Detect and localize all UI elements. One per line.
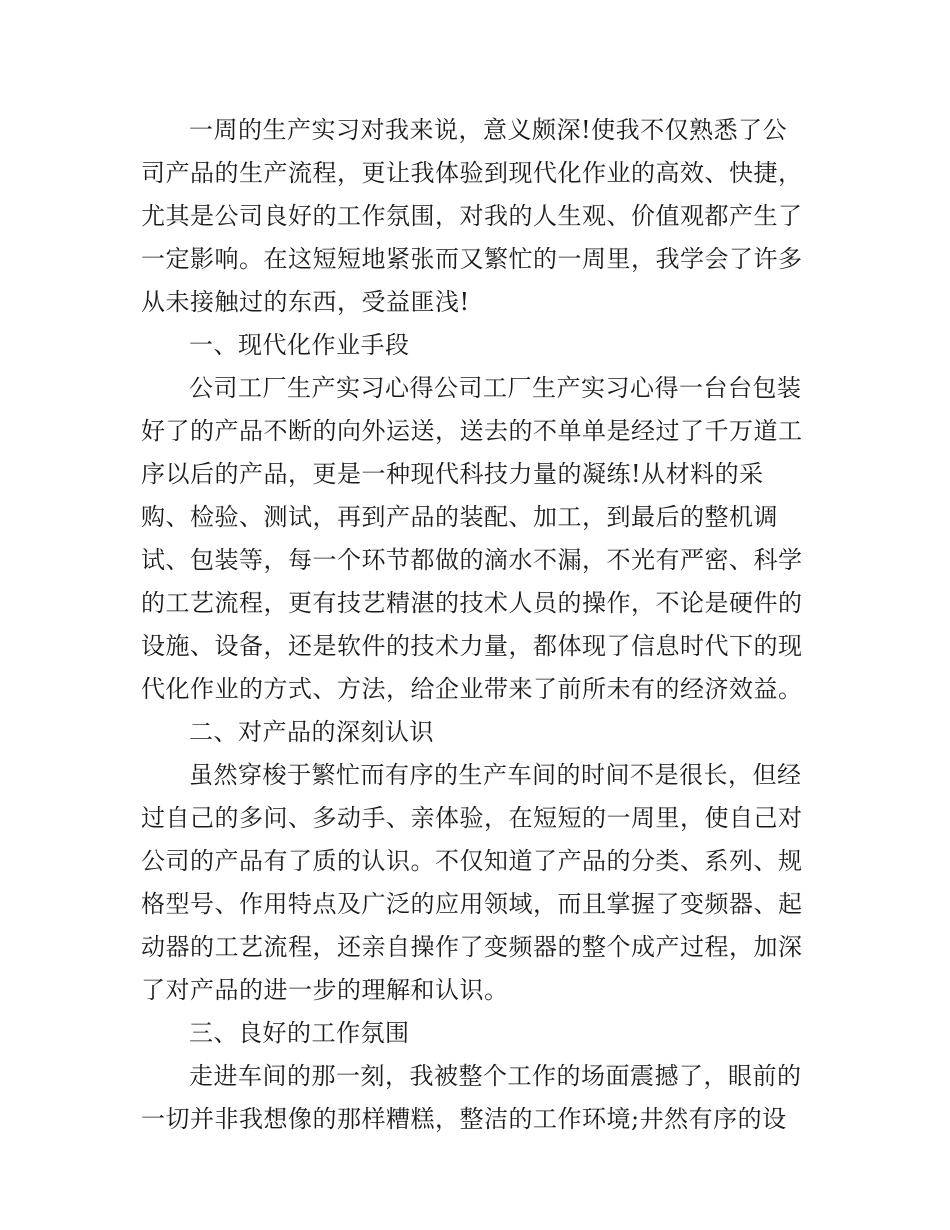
text-line: 虽然穿梭于繁忙而有序的生产车间的时间不是很长，但经 [189, 761, 802, 789]
paragraph-section-2 [141, 754, 813, 1012]
document-body [141, 109, 813, 1141]
section-heading-1: 一、现代化作业手段 [189, 331, 410, 359]
text-line: 一定影响。在这短短地紧张而又繁忙的一周里，我学会了许多 [141, 245, 803, 273]
text-line: 司产品的生产流程，更让我体验到现代化作业的高效、快捷， [141, 159, 803, 187]
text-line: 过自己的多问、多动手、亲体验，在短短的一周里，使自己对 [141, 804, 803, 832]
section-heading-3: 三、良好的工作氛围 [189, 1019, 410, 1047]
text-line: 设施、设备，还是软件的技术力量，都体现了信息时代下的现 [141, 632, 803, 660]
text-line: 的工艺流程，更有技艺精湛的技术人员的操作，不论是硬件的 [141, 589, 803, 617]
paragraph-section-3 [141, 1055, 813, 1141]
text-line: 格型号、作用特点及广泛的应用领域，而且掌握了变频器、起 [141, 890, 803, 918]
text-line: 一周的生产实习对我来说，意义颇深!使我不仅熟悉了公 [189, 116, 788, 144]
text-line: 动器的工艺流程，还亲自操作了变频器的整个成产过程，加深 [141, 933, 803, 961]
text-line: 试、包装等，每一个环节都做的滴水不漏，不光有严密、科学 [141, 546, 803, 574]
text-line: 一切并非我想像的那样糟糕，整洁的工作环境;井然有序的设 [141, 1105, 787, 1133]
text-line: 了对产品的进一步的理解和认识。 [141, 976, 509, 1004]
text-line: 代化作业的方式、方法，给企业带来了前所未有的经济效益。 [141, 675, 803, 703]
paragraph-section-1 [141, 367, 813, 711]
paragraph-intro [141, 109, 813, 324]
text-line: 走进车间的那一刻，我被整个工作的场面震撼了，眼前的 [189, 1062, 802, 1090]
text-line: 好了的产品不断的向外运送，送去的不单单是经过了千万道工 [141, 417, 803, 445]
text-line: 公司的产品有了质的认识。不仅知道了产品的分类、系列、规 [141, 847, 803, 875]
section-heading-2: 二、对产品的深刻认识 [189, 718, 434, 746]
text-line: 序以后的产品，更是一种现代科技力量的凝练!从材料的采 [141, 460, 764, 488]
text-line: 从未接触过的东西，受益匪浅! [141, 288, 470, 316]
text-line: 公司工厂生产实习心得公司工厂生产实习心得一台台包装 [189, 374, 802, 402]
text-line: 购、检验、测试，再到产品的装配、加工，到最后的整机调 [141, 503, 778, 531]
text-line: 尤其是公司良好的工作氛围，对我的人生观、价值观都产生了 [141, 202, 803, 230]
